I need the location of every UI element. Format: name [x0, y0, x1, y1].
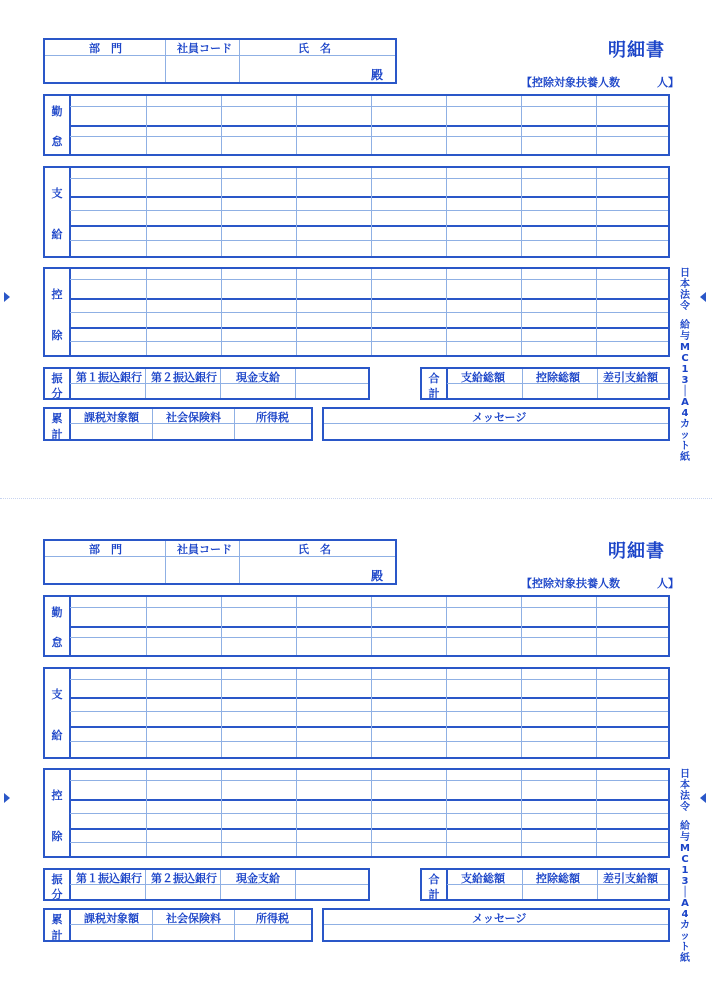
message-label: メッセージ [472, 411, 527, 424]
attendance-grid [43, 94, 670, 156]
total-label-2: 計 [428, 387, 440, 400]
total-deduction-label: 控除総額 [536, 371, 580, 384]
social-insurance-label: 社会保険料 [166, 912, 221, 925]
employee-code-label: 社員コード [177, 42, 232, 55]
deduction-label-1: 控 [51, 789, 63, 802]
document-title: 明細書 [608, 40, 665, 61]
dependents-label: 【控除対象扶養人数 [521, 76, 620, 89]
message-label: メッセージ [472, 912, 527, 925]
cumulative-label-1: 累 [51, 913, 63, 926]
message-box [322, 407, 670, 441]
attendance-label-1: 勤 [51, 105, 63, 118]
right-marker-icon [700, 292, 706, 302]
dependents-count [521, 575, 679, 591]
honorific-label: 殿 [371, 569, 384, 583]
side-text-char: 1 [681, 865, 689, 876]
header-box [43, 539, 397, 585]
side-text-char: 4 [681, 909, 689, 920]
side-text-char: 3 [681, 375, 689, 386]
header-box [43, 38, 397, 84]
payment-label-2: 給 [51, 729, 63, 742]
dependents-label: 【控除対象扶養人数 [521, 577, 620, 590]
cumulative-box [43, 908, 313, 942]
attendance-label-2: 怠 [51, 636, 63, 649]
transfer-label-2: 分 [51, 888, 63, 901]
cumulative-label-2: 計 [51, 929, 63, 942]
honorific-label: 殿 [371, 68, 384, 82]
side-text-char: 給 [680, 821, 690, 832]
total-label-2: 計 [428, 888, 440, 901]
side-text-char: ッ [680, 430, 690, 441]
dependents-unit: 人】 [657, 76, 679, 89]
side-text-char: 3 [681, 876, 689, 887]
deduction-grid [43, 267, 670, 357]
bank2-label: 第２振込銀行 [151, 371, 217, 384]
side-text-char: │ [681, 887, 689, 898]
payslip-top [0, 0, 712, 500]
payment-grid [43, 667, 670, 759]
total-deduction-label: 控除総額 [536, 872, 580, 885]
deduction-label-2: 除 [51, 329, 63, 342]
side-product-text [679, 268, 691, 463]
side-text-char: 4 [681, 408, 689, 419]
cumulative-label-1: 累 [51, 412, 63, 425]
payment-grid [43, 166, 670, 258]
cumulative-label-2: 計 [51, 428, 63, 441]
department-label: 部 門 [89, 543, 122, 556]
side-product-text [679, 769, 691, 964]
dependents-unit: 人】 [657, 577, 679, 590]
deduction-label-2: 除 [51, 830, 63, 843]
net-pay-label: 差引支給額 [603, 872, 658, 885]
side-text-char: 法 [680, 791, 690, 802]
side-text-char: 給 [680, 320, 690, 331]
transfer-label-2: 分 [51, 387, 63, 400]
income-tax-label: 所得税 [256, 411, 289, 424]
taxable-amount-label: 課税対象額 [84, 912, 139, 925]
side-text-char: ッ [680, 931, 690, 942]
side-text-char [679, 312, 691, 320]
left-marker-icon [4, 292, 10, 302]
side-text-char: カ [680, 920, 690, 931]
side-text-char [679, 813, 691, 821]
gross-pay-label: 支給総額 [461, 872, 505, 885]
payment-label-1: 支 [51, 187, 63, 200]
net-pay-label: 差引支給額 [603, 371, 658, 384]
side-text-char: C [681, 854, 689, 865]
side-text-char: 法 [680, 290, 690, 301]
side-text-char: M [680, 342, 690, 353]
side-text-char: 与 [680, 832, 690, 843]
payment-label-1: 支 [51, 688, 63, 701]
right-marker-icon [700, 793, 706, 803]
side-text-char: カ [680, 419, 690, 430]
side-text-char: A [681, 397, 689, 408]
transfer-box [43, 367, 370, 400]
bank1-label: 第１振込銀行 [76, 872, 142, 885]
side-text-char: 紙 [680, 452, 690, 463]
payslip-bottom [0, 501, 712, 1001]
side-text-char: 令 [680, 301, 690, 312]
name-label: 氏 名 [298, 42, 331, 55]
side-text-char: 日 [680, 769, 690, 780]
department-label: 部 門 [89, 42, 122, 55]
message-box [322, 908, 670, 942]
social-insurance-label: 社会保険料 [166, 411, 221, 424]
document-title: 明細書 [608, 541, 665, 562]
side-text-char: 与 [680, 331, 690, 342]
left-marker-icon [4, 793, 10, 803]
attendance-label-1: 勤 [51, 606, 63, 619]
payment-label-2: 給 [51, 228, 63, 241]
side-text-char: ト [680, 942, 690, 953]
total-label-1: 合 [428, 873, 440, 886]
side-text-char: 令 [680, 802, 690, 813]
income-tax-label: 所得税 [256, 912, 289, 925]
bank2-label: 第２振込銀行 [151, 872, 217, 885]
side-text-char: │ [681, 386, 689, 397]
side-text-char: 日 [680, 268, 690, 279]
taxable-amount-label: 課税対象額 [84, 411, 139, 424]
bank1-label: 第１振込銀行 [76, 371, 142, 384]
deduction-label-1: 控 [51, 288, 63, 301]
attendance-label-2: 怠 [51, 135, 63, 148]
cash-label: 現金支給 [236, 371, 280, 384]
cumulative-box [43, 407, 313, 441]
gross-pay-label: 支給総額 [461, 371, 505, 384]
transfer-box [43, 868, 370, 901]
total-label-1: 合 [428, 372, 440, 385]
transfer-label-1: 振 [51, 873, 63, 886]
side-text-char: A [681, 898, 689, 909]
name-label: 氏 名 [298, 543, 331, 556]
side-text-char: ト [680, 441, 690, 452]
cash-label: 現金支給 [236, 872, 280, 885]
dependents-count [521, 74, 679, 90]
attendance-grid [43, 595, 670, 657]
total-box [420, 367, 670, 400]
deduction-grid [43, 768, 670, 858]
side-text-char: 本 [680, 780, 690, 791]
transfer-label-1: 振 [51, 372, 63, 385]
side-text-char: 紙 [680, 953, 690, 964]
side-text-char: C [681, 353, 689, 364]
side-text-char: 本 [680, 279, 690, 290]
side-text-char: 1 [681, 364, 689, 375]
employee-code-label: 社員コード [177, 543, 232, 556]
total-box [420, 868, 670, 901]
side-text-char: M [680, 843, 690, 854]
